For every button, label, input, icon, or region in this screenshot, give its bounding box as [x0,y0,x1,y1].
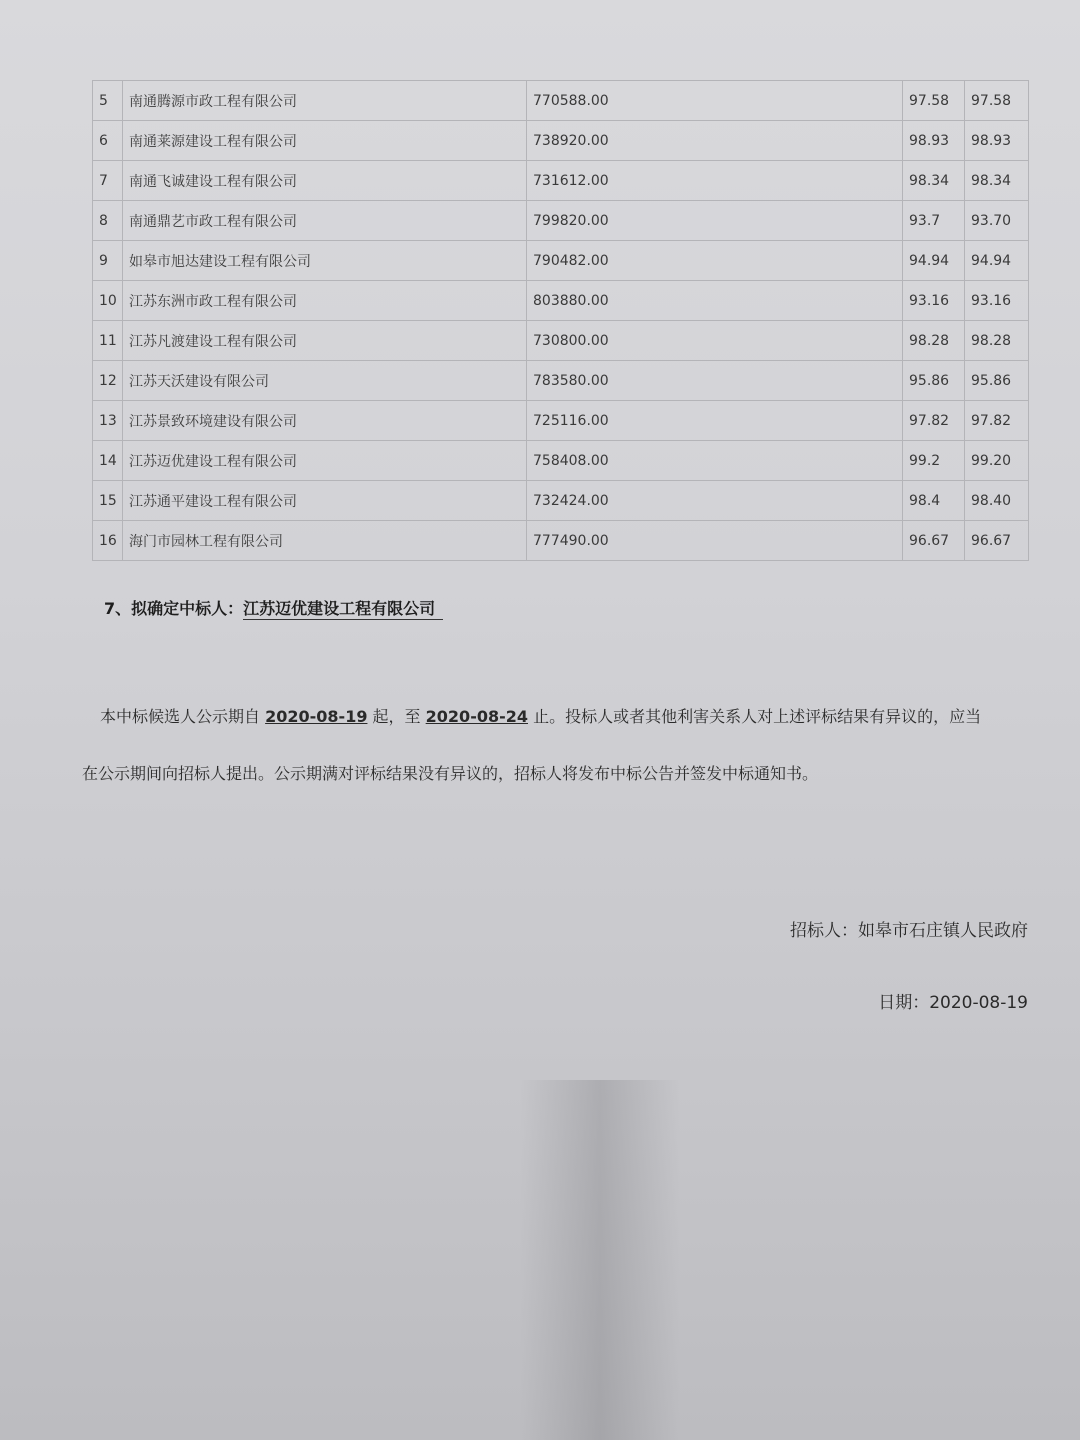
notice-prefix: 本中标候选人公示期自 [100,707,261,726]
table-row [93,521,1029,561]
bid-price: 738920.00 [527,121,903,161]
bid-price: 725116.00 [527,401,903,441]
row-number: 10 [93,281,123,321]
final-score: 95.86 [965,361,1029,401]
table-row [93,401,1029,441]
proposed-winner [104,596,443,619]
row-number: 7 [93,161,123,201]
bid-score: 98.34 [903,161,965,201]
bidder-name: 江苏凡渡建设工程有限公司 [123,321,527,361]
bidder-name: 江苏天沃建设有限公司 [123,361,527,401]
final-score: 97.82 [965,401,1029,441]
tenderer-signature: 招标人：如皋市石庄镇人民政府 [790,921,1028,941]
notice-suffix: 止。投标人或者其他利害关系人对上述评标结果有异议的，应当 [533,707,982,726]
bid-score: 97.82 [903,401,965,441]
bid-score: 95.86 [903,361,965,401]
bid-price: 732424.00 [527,481,903,521]
bid-price: 770588.00 [527,81,903,121]
bid-price: 783580.00 [527,361,903,401]
row-number: 13 [93,401,123,441]
table-row [93,81,1029,121]
bidder-name: 江苏景致环境建设有限公司 [123,401,527,441]
row-number: 16 [93,521,123,561]
bidder-name: 南通腾源市政工程有限公司 [123,81,527,121]
final-score: 99.20 [965,441,1029,481]
bid-price: 730800.00 [527,321,903,361]
bid-price: 777490.00 [527,521,903,561]
bid-score: 99.2 [903,441,965,481]
final-score: 98.34 [965,161,1029,201]
bidder-name: 江苏通平建设工程有限公司 [123,481,527,521]
table-row [93,201,1029,241]
final-score: 96.67 [965,521,1029,561]
notice-mid: 起，至 [372,707,421,726]
bid-score: 98.4 [903,481,965,521]
start-date: 2020-08-19 [265,707,368,726]
bid-score: 98.93 [903,121,965,161]
winner-name: 江苏迈优建设工程有限公司 [243,599,443,620]
final-score: 98.40 [965,481,1029,521]
notice-line-2: 在公示期间向招标人提出。公示期满对评标结果没有异议的，招标人将发布中标公告并签发中标通知书。 [82,764,819,783]
row-number: 9 [93,241,123,281]
final-score: 98.93 [965,121,1029,161]
bidder-name: 南通飞诚建设工程有限公司 [123,161,527,201]
row-number: 12 [93,361,123,401]
bidder-name: 南通鼎艺市政工程有限公司 [123,201,527,241]
bid-score: 94.94 [903,241,965,281]
bid-score: 93.7 [903,201,965,241]
bidder-name: 如皋市旭达建设工程有限公司 [123,241,527,281]
bid-score: 93.16 [903,281,965,321]
final-score: 93.16 [965,281,1029,321]
bidder-name: 南通莱源建设工程有限公司 [123,121,527,161]
bid-score: 98.28 [903,321,965,361]
table-row [93,481,1029,521]
bid-results-table [92,80,1029,561]
table-row [93,321,1029,361]
bid-score: 96.67 [903,521,965,561]
row-number: 6 [93,121,123,161]
bidder-name: 江苏东洲市政工程有限公司 [123,281,527,321]
final-score: 93.70 [965,201,1029,241]
bid-price: 758408.00 [527,441,903,481]
bid-price: 799820.00 [527,201,903,241]
table-row [93,121,1029,161]
winner-label: 7、拟确定中标人： [104,599,244,618]
notice-line-1 [82,704,1032,727]
table-row [93,161,1029,201]
row-number: 14 [93,441,123,481]
final-score: 94.94 [965,241,1029,281]
row-number: 8 [93,201,123,241]
final-score: 98.28 [965,321,1029,361]
table-row [93,361,1029,401]
row-number: 15 [93,481,123,521]
end-date: 2020-08-24 [425,707,528,726]
publicity-notice [82,704,1032,784]
photo-shadow [520,1080,680,1440]
bid-results-body [93,81,1029,561]
row-number: 5 [93,81,123,121]
row-number: 11 [93,321,123,361]
bidder-name: 海门市园林工程有限公司 [123,521,527,561]
table-row [93,281,1029,321]
bid-score: 97.58 [903,81,965,121]
bid-price: 803880.00 [527,281,903,321]
bid-price: 790482.00 [527,241,903,281]
table-row [93,441,1029,481]
bid-price: 731612.00 [527,161,903,201]
signature-date: 日期：2020-08-19 [878,993,1028,1013]
table-row [93,241,1029,281]
final-score: 97.58 [965,81,1029,121]
bidder-name: 江苏迈优建设工程有限公司 [123,441,527,481]
